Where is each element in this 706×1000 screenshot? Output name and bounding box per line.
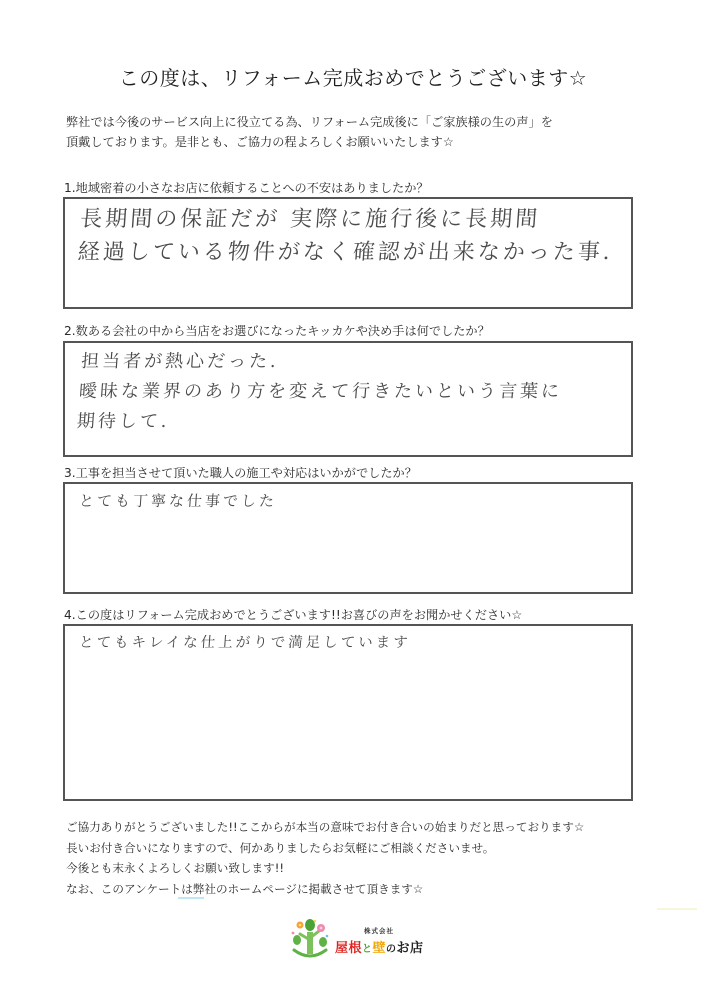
question-4-answer-box[interactable] bbox=[63, 624, 633, 801]
closing-line: 今後とも末永くよろしくお願い致します!! bbox=[66, 861, 284, 875]
answer-line: 期待して. bbox=[76, 411, 171, 432]
closing-text bbox=[66, 817, 584, 899]
question-4-label: 4.この度はリフォーム完成おめでとうございます!!お喜びの声をお聞かせください☆ bbox=[64, 608, 523, 622]
answer-line: 曖昧な業界のあり方を変えて行きたいという言葉に bbox=[78, 381, 563, 402]
page-title: この度は、リフォーム完成おめでとうございます☆ bbox=[118, 66, 588, 90]
question-1-answer-box[interactable] bbox=[63, 197, 633, 309]
question-1-label: 1.地域密着の小さなお店に依頼することへの不安はありましたか？ bbox=[64, 181, 429, 195]
question-4-answer bbox=[78, 632, 411, 654]
question-2-answer-box[interactable] bbox=[63, 341, 633, 457]
tree-with-flowers-icon bbox=[286, 916, 334, 964]
scan-artifact bbox=[657, 908, 697, 910]
logo-name-shop: お店 bbox=[396, 941, 424, 956]
answer-line: とてもキレイな仕上がりで満足しています bbox=[78, 635, 412, 651]
logo-name-and: と bbox=[362, 944, 373, 955]
logo-name-no: の bbox=[386, 944, 397, 955]
answer-line: 長期間の保証だが 実際に施行後に長期間 bbox=[79, 207, 542, 232]
question-3-answer-box[interactable] bbox=[63, 482, 633, 594]
company-logo bbox=[286, 916, 426, 964]
closing-line: なお、このアンケートは弊社のホームページに掲載させて頂きます☆ bbox=[66, 881, 424, 896]
logo-company-name bbox=[335, 937, 424, 956]
question-2-label: 2.数ある会社の中から当店をお選びになったキッカケや決め手は何でしたか？ bbox=[64, 324, 490, 338]
logo-subtitle: 株式会社 bbox=[364, 927, 394, 935]
intro-line: 弊社では今後のサービス向上に役立てる為、リフォーム完成後に「ご家族様の生の声」を bbox=[66, 115, 553, 129]
scan-artifact bbox=[178, 897, 204, 899]
closing-line: ご協力ありがとうございました!!ここからが本当の意味でお付き合いの始まりだと思っております☆ bbox=[66, 820, 585, 834]
answer-line: 経過している物件がなく確認が出来なかった事. bbox=[76, 240, 614, 265]
question-3-answer bbox=[78, 490, 278, 512]
intro-text bbox=[66, 112, 553, 152]
intro-line: 頂戴しております。是非とも、ご協力の程よろしくお願いいたします☆ bbox=[66, 135, 454, 149]
answer-line: 担当者が熱心だった. bbox=[80, 351, 280, 372]
question-1-answer bbox=[77, 203, 617, 269]
closing-line: 長いお付き合いになりますので、何かありましたらお気軽にご相談くださいませ。 bbox=[66, 840, 495, 855]
question-2-answer bbox=[76, 347, 565, 437]
logo-name-roof: 屋根 bbox=[335, 941, 363, 956]
question-3-label: 3.工事を担当させて頂いた職人の施工や対応はいかがでしたか？ bbox=[64, 466, 417, 480]
answer-line: とても丁寧な仕事でした bbox=[78, 492, 278, 510]
logo-name-wall: 壁 bbox=[372, 941, 387, 956]
